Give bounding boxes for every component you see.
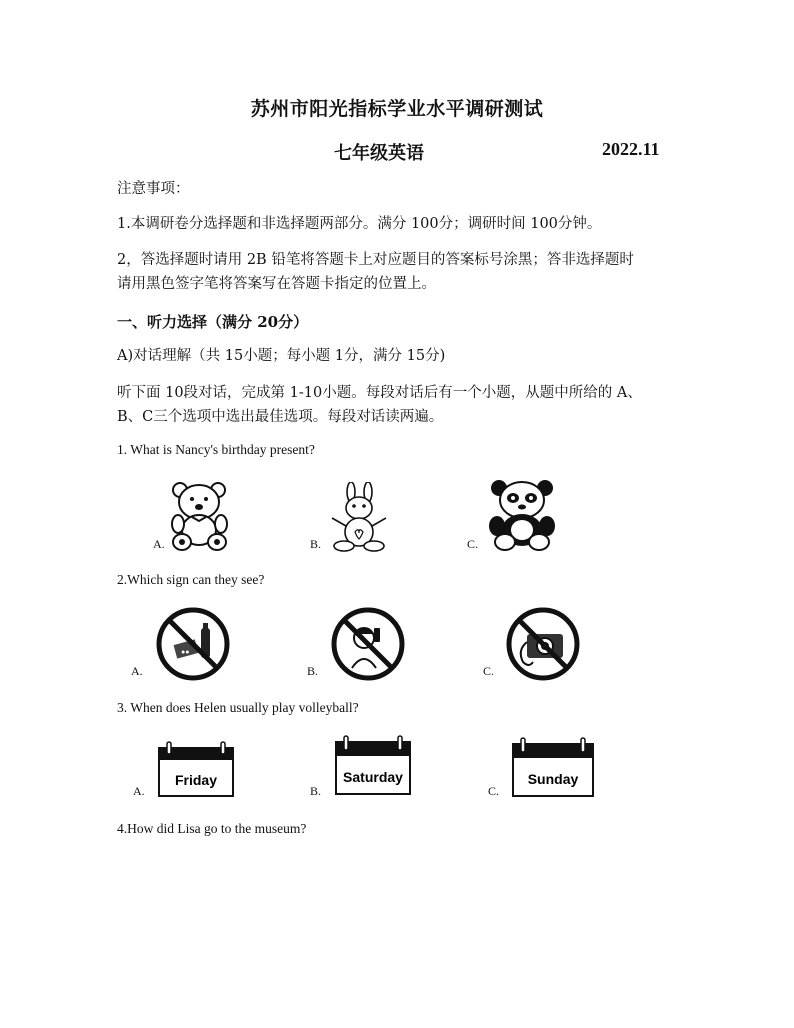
panda-toy-icon (485, 478, 561, 552)
question-1: 1. What is Nancy's birthday present? (117, 442, 315, 457)
notes-item-2-line-1: 2，答选择题时请用 2B 铅笔将答题卡上对应题目的答案标号涂黑；答非选择题时 (117, 252, 634, 268)
instructions-line-2: B、C三个选项中选出最佳选项。每段对话读两遍。 (117, 409, 444, 425)
q3-option-c-label: C. (488, 784, 500, 798)
q2-option-a-label: A. (131, 664, 143, 678)
part-a-heading: A)对话理解（共 15小题；每小题 1分，满分 15分) (117, 348, 446, 364)
exam-date: 2022.11 (602, 139, 660, 159)
teddy-bear-icon (166, 480, 234, 552)
q2-option-b-label: B. (307, 664, 319, 678)
exam-title: 苏州市阳光指标学业水平调研测试 (250, 98, 544, 120)
calendar-day-sunday: Sunday (527, 771, 579, 787)
q3-option-a-label: A. (133, 784, 145, 798)
exam-subtitle: 七年级英语 (334, 143, 424, 164)
question-3: 3. When does Helen usually play volleyball? (117, 700, 359, 715)
notes-heading: 注意事项： (117, 181, 190, 197)
calendar-icon (511, 736, 595, 798)
calendar-icon (157, 740, 235, 798)
notes-item-1: 1.本调研卷分选择题和非选择题两部分。满分 100分；调研时间 100分钟。 (117, 216, 602, 232)
q1-option-b-label: B. (310, 537, 322, 551)
calendar-day-saturday: Saturday (343, 769, 403, 785)
q1-option-a-label: A. (153, 537, 165, 551)
q3-option-b-label: B. (310, 784, 322, 798)
question-4: 4.How did Lisa go to the museum? (117, 821, 307, 836)
notes-item-2-line-2: 请用黑色签字笔将答案写在答题卡指定的位置上。 (117, 276, 436, 292)
calendar-icon (334, 734, 412, 796)
instructions-line-1: 听下面 10段对话，完成第 1-10小题。每段对话后有一个小题，从题中所给的 A、 (117, 385, 642, 401)
question-2: 2.Which sign can they see? (117, 572, 265, 587)
q2-option-c-label: C. (483, 664, 495, 678)
rabbit-toy-icon (326, 482, 394, 554)
no-phone-sign-icon (330, 606, 406, 682)
no-camera-sign-icon (505, 606, 581, 682)
q1-option-c-label: C. (467, 537, 479, 551)
calendar-day-friday: Friday (174, 772, 218, 788)
no-food-sign-icon (155, 606, 231, 682)
section-heading: 一、听力选择（满分 20分） (117, 313, 309, 331)
svg-text:●●: ●● (181, 649, 190, 656)
